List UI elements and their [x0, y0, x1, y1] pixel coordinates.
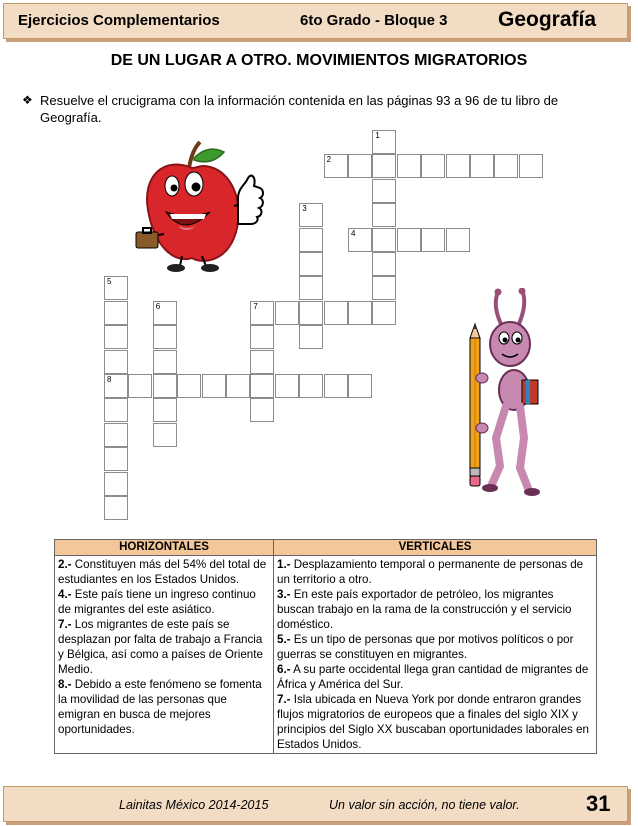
crossword-cell[interactable]: [226, 374, 250, 398]
crossword-cell[interactable]: [104, 472, 128, 496]
crossword-number-6: 6: [155, 301, 161, 311]
crossword-cell[interactable]: [372, 228, 396, 252]
crossword-cell[interactable]: [446, 228, 470, 252]
crossword-cell[interactable]: [372, 154, 396, 178]
clue-h2: 2.- Constituyen más del 54% del total de estudiantes en los Estados Unidos.: [58, 558, 267, 586]
crossword-cell[interactable]: [104, 301, 128, 325]
crossword-cell[interactable]: [104, 325, 128, 349]
crossword-cell[interactable]: [299, 252, 323, 276]
clue-v1: 1.- Desplazamiento temporal o permanente de personas de un territorio a otro.: [277, 558, 584, 586]
crossword-cell[interactable]: [324, 301, 348, 325]
crossword-cell[interactable]: [104, 398, 128, 422]
crossword-cell[interactable]: [104, 496, 128, 520]
crossword-cell[interactable]: [299, 301, 323, 325]
crossword-cell[interactable]: [153, 398, 177, 422]
crossword-cell[interactable]: [104, 447, 128, 471]
clue-v6: 6.- A su parte occidental llega gran cantidad de migrantes de África y América del Sur.: [277, 663, 589, 691]
crossword-cell[interactable]: [446, 154, 470, 178]
crossword-number-8: 8: [107, 375, 112, 384]
header-left-title: Ejercicios Complementarios: [18, 12, 220, 29]
crossword-cell[interactable]: [470, 154, 494, 178]
clue-v5: 5.- Es un tipo de personas que por motivos políticos o por guerras se constituyen en migrantes.: [277, 633, 574, 661]
crossword-cell[interactable]: [153, 350, 177, 374]
header-subject: Geografía: [498, 8, 597, 31]
page-footer: [3, 786, 628, 822]
crossword-number-2: 2: [326, 155, 332, 165]
clue-v3: 3.- En este país exportador de petróleo, los migrantes buscan trabajo en la rama de la construcción y el servicio doméstico.: [277, 588, 572, 631]
crossword-cell[interactable]: [324, 374, 348, 398]
crossword-cell[interactable]: [250, 350, 274, 374]
crossword-cell[interactable]: [397, 228, 421, 252]
page-header: [3, 3, 628, 39]
horizontal-clues: [55, 556, 274, 754]
horizontal-header: HORIZONTALES: [55, 540, 274, 556]
crossword-cell[interactable]: [153, 423, 177, 447]
crossword-cell[interactable]: [372, 276, 396, 300]
crossword-cell[interactable]: [421, 154, 445, 178]
crossword-cell[interactable]: [104, 423, 128, 447]
crossword-cell[interactable]: [494, 154, 518, 178]
crossword-number-7: 7: [253, 301, 258, 311]
crossword-cell[interactable]: [348, 154, 372, 178]
vertical-clues: [274, 556, 597, 754]
crossword-cell[interactable]: [250, 398, 274, 422]
crossword-cell[interactable]: [372, 301, 396, 325]
crossword-cell[interactable]: [275, 301, 299, 325]
crossword-number-5: 5: [107, 277, 112, 287]
crossword-cell[interactable]: [421, 228, 445, 252]
crossword-cell[interactable]: [372, 203, 396, 227]
crossword-cell[interactable]: [299, 374, 323, 398]
crossword-cell[interactable]: [299, 276, 323, 300]
crossword-cell[interactable]: [348, 301, 372, 325]
ant-mascot-illustration: [462, 288, 562, 508]
clue-h4: 4.- Este país tiene un ingreso continuo de migrantes del este asiático.: [58, 588, 256, 616]
diamond-bullet-icon: ❖: [22, 93, 33, 107]
crossword-cell[interactable]: [153, 374, 177, 398]
crossword-cell[interactable]: [104, 350, 128, 374]
footer-credit: Lainitas México 2014-2015: [119, 798, 269, 812]
clues-table: [54, 539, 597, 754]
crossword-cell[interactable]: [250, 325, 274, 349]
instruction: [22, 92, 600, 126]
crossword-cell[interactable]: [372, 252, 396, 276]
vertical-header: VERTICALES: [274, 540, 597, 556]
crossword-cell[interactable]: [372, 179, 396, 203]
crossword-cell[interactable]: [275, 374, 299, 398]
crossword-cell[interactable]: [299, 325, 323, 349]
clue-h7: 7.- Los migrantes de este país se desplazan por falta de trabajo a Francia y Bélgica, así como a países de Oriente Medio.: [58, 618, 263, 676]
page-number: 31: [586, 791, 611, 816]
crossword-cell[interactable]: [299, 228, 323, 252]
instruction-text: Resuelve el crucigrama con la información contenida en las páginas 93 a 96 de tu libro de Geografía.: [40, 93, 559, 125]
crossword-cell[interactable]: [177, 374, 201, 398]
crossword-number-3: 3: [302, 204, 307, 214]
crossword-cell[interactable]: [348, 374, 372, 398]
crossword-cell[interactable]: [128, 374, 152, 398]
crossword-cell[interactable]: [250, 374, 274, 398]
crossword-cell[interactable]: [519, 154, 543, 178]
page-title: DE UN LUGAR A OTRO. MOVIMIENTOS MIGRATORIOS: [110, 52, 528, 69]
crossword-cell[interactable]: [153, 325, 177, 349]
footer-motto: Un valor sin acción, no tiene valor.: [329, 798, 520, 812]
clue-h8: 8.- Debido a este fenómeno se fomenta la movilidad de las personas que emigran en busca de mejores oportunidades.: [58, 678, 262, 736]
crossword-cell[interactable]: [202, 374, 226, 398]
apple-mascot-illustration: [134, 138, 264, 273]
header-grade: 6to Grado - Bloque 3: [300, 12, 448, 29]
crossword-cell[interactable]: [397, 154, 421, 178]
crossword-number-1: 1: [375, 131, 380, 140]
clue-v7: 7.- Isla ubicada en Nueva York por donde entraron grandes flujos migratorios de europeos que a finales del siglo XIX y principios del Siglo XX buscaban oportunidades laborales en Estados Unidos.: [277, 693, 589, 751]
crossword-number-4: 4: [351, 228, 356, 238]
